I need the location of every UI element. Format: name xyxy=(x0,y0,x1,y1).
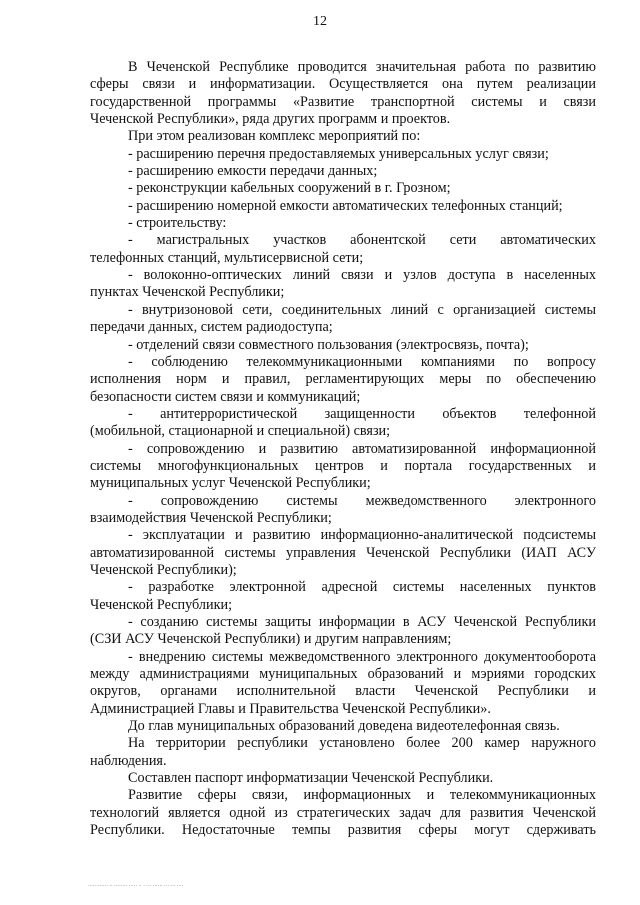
page-number: 12 xyxy=(313,14,327,29)
text-line: системы многофункциональных центров и портала государственных и xyxy=(90,457,596,474)
text-line: - расширению емкости передачи данных; xyxy=(128,163,378,180)
text-line: округов, органами исполнительной власти Чеченской Республики и xyxy=(90,683,596,700)
text-line: (мобильной, стационарной и специальной) связи; xyxy=(90,423,391,440)
text-line: сферы связи и информатизации. Осуществляется она путем реализации xyxy=(90,76,596,93)
text-line: телефонных станций, мультисервисной сети; xyxy=(90,249,364,266)
footer-marking: ············ ·· ········ ····· ·· · ··· ······ ··· ··· ···· xyxy=(88,883,184,889)
text-line: Составлен паспорт информатизации Чеченской Республики. xyxy=(128,770,494,787)
text-line: государственной программы «Развитие транспортной системы и связи xyxy=(90,93,596,110)
text-line: До глав муниципальных образований доведена видеотелефонная связь. xyxy=(128,718,560,735)
document-body xyxy=(90,59,596,839)
text-line: Администрацией Главы и Правительства Чеченской Республики». xyxy=(90,700,491,717)
text-line: Чеченской Республики; xyxy=(90,596,233,613)
text-line: На территории республики установлено более 200 камер наружного xyxy=(128,735,596,752)
text-line: - строительству: xyxy=(128,215,227,232)
text-line: автоматизированной системы управления Чеченской Республики (ИАП АСУ xyxy=(90,544,596,561)
text-line: Республики. Недостаточные темпы развития сферы могут сдерживать xyxy=(90,822,596,839)
text-line: При этом реализован комплекс мероприятий по: xyxy=(128,128,421,145)
text-line: - волоконно-оптических линий связи и узлов доступа в населенных xyxy=(128,267,596,284)
text-line: В Чеченской Республике проводится значительная работа по развитию xyxy=(128,59,596,75)
text-line: - внедрению системы межведомственного электронного документооборота xyxy=(128,648,596,665)
text-line: - сопровождению и развитию автоматизированной информационной xyxy=(128,440,596,457)
text-line: - эксплуатации и развитию информационно-аналитической подсистемы xyxy=(128,527,596,544)
text-line: пунктах Чеченской Республики; xyxy=(90,284,285,301)
text-line: - отделений связи совместного пользования (электросвязь, почта); xyxy=(128,336,529,353)
text-line: - созданию системы защиты информации в АСУ Чеченской Республики xyxy=(128,614,596,630)
text-line: Чеченской Республики», ряда других программ и проектов. xyxy=(90,111,451,128)
text-line: (СЗИ АСУ Чеченской Республики) и другим направлениям; xyxy=(90,631,452,648)
text-line: исполнения норм и правил, регламентирующих меры по обеспечению xyxy=(90,371,596,388)
text-line: - антитеррористической защищенности объектов телефонной xyxy=(128,405,596,422)
text-line: муниципальных услуг Чеченской Республики; xyxy=(90,475,371,492)
text-line: - внутризоновой сети, соединительных линий с организацией системы xyxy=(128,301,596,318)
text-line: наблюдения. xyxy=(90,752,167,769)
text-line: Чеченской Республики); xyxy=(90,561,237,578)
text-line: Развитие сферы связи, информационных и телекоммуникационных xyxy=(128,787,596,804)
text-line: между администрациями муниципальных образований и мэриями городских xyxy=(90,666,596,683)
text-line: взаимодействия Чеченской Республики; xyxy=(90,509,332,526)
text-line: передачи данных, систем радиодоступа; xyxy=(90,319,333,336)
text-line: - реконструкции кабельных сооружений в г. Грозном; xyxy=(128,180,451,197)
text-line: технологий является одной из стратегических задач для развития Чеченской xyxy=(90,804,596,821)
text-line: - сопровождению системы межведомственного электронного xyxy=(128,492,596,509)
text-line: - магистральных участков абонентской сети автоматических xyxy=(128,232,596,249)
text-line: - разработке электронной адресной системы населенных пунктов xyxy=(128,579,596,596)
text-line: - соблюдению телекоммуникационными компаниями по вопросу xyxy=(128,353,596,370)
text-line: безопасности систем связи и коммуникаций; xyxy=(90,388,361,405)
text-line: - расширению перечня предоставляемых универсальных услуг связи; xyxy=(128,145,549,162)
text-line: - расширению номерной емкости автоматических телефонных станций; xyxy=(128,197,563,214)
